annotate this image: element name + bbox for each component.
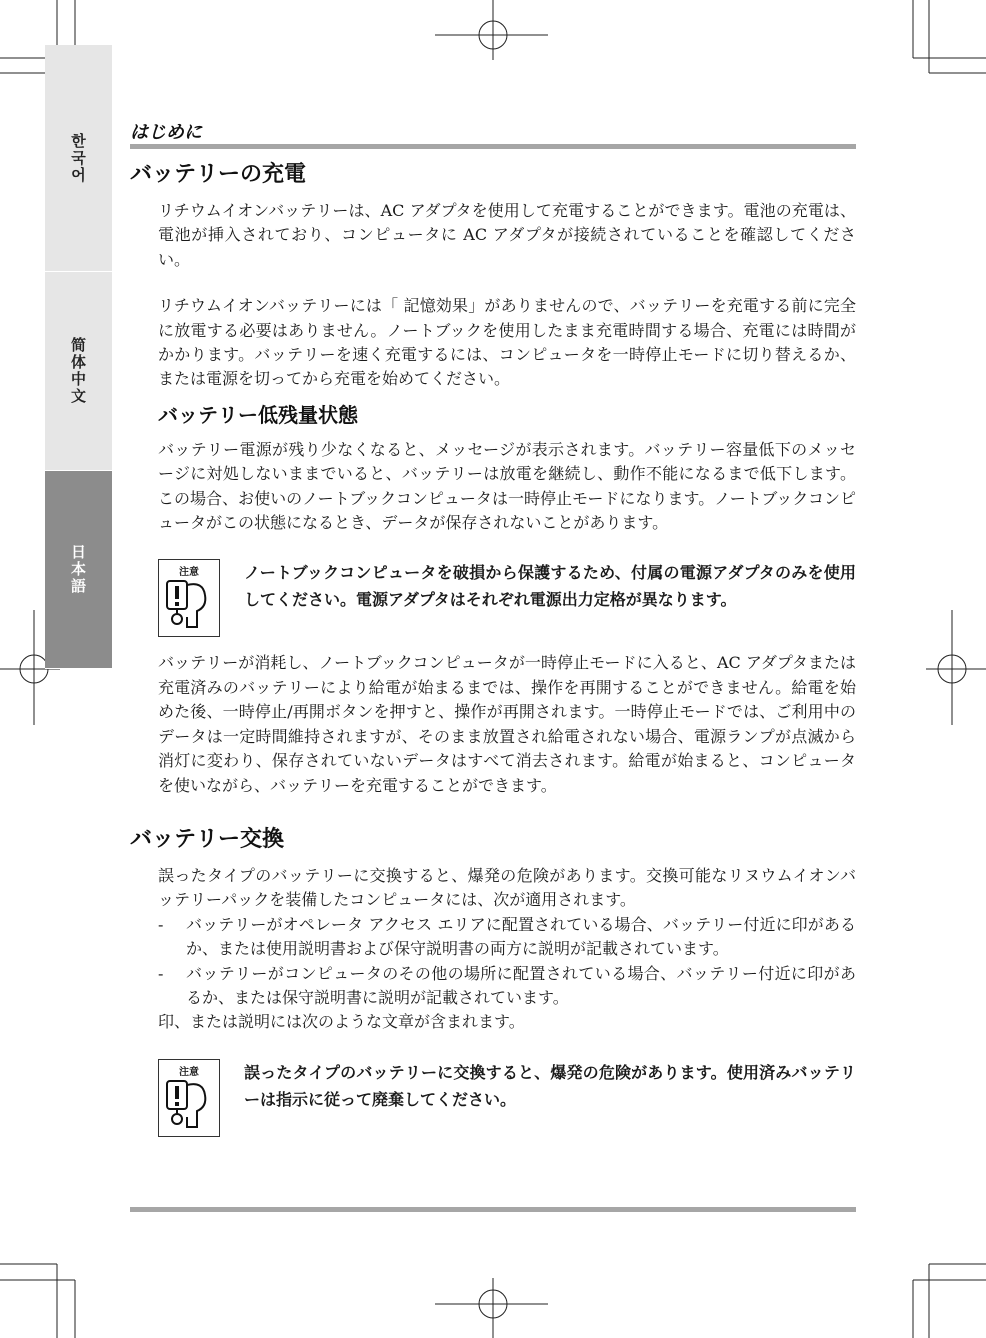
tab-simplified-chinese-label: 简体中文	[69, 337, 87, 405]
bullet-text: バッテリーがコンピュータのその他の場所に配置されている場合、バッテリー付近に印があるか、または保守説明書に説明が記載されています。	[186, 963, 856, 1007]
bullet-marker: -	[158, 914, 164, 934]
low-battery-paragraph-1: バッテリー電源が残り少なくなると、メッセージが表示されます。バッテリー容量低下のメッセージに対処しないままでいると、バッテリーは放電を継続し、動作不能になるまで低下します。この場合、お使いのノートブックコンピュータは一時停止モードになります。ノートブックコンピュータがこの状態になるとき、データが保存されないことがあります。	[158, 439, 856, 533]
tab-korean[interactable]	[45, 45, 112, 272]
caution-text-battery: 誤ったタイプのバッテリーに交換すると、爆発の危険があります。使用済みバッテリーは指示に従って廃棄してください。	[244, 1062, 856, 1109]
bullet-marker: -	[158, 963, 164, 983]
low-battery-paragraph-2: バッテリーが消耗し、ノートブックコンピュータが一時停止モードに入ると、AC アダプタまたは充電済みのバッテリーにより給電が始まるまでは、操作を再開することができません。給電を始めた後、一時停止/再開ボタンを押すと、操作が再開されます。一時停止モードでは、ご利用中のデータは一定時間維持されますが、そのまま放置され給電されない場合、電源ランプが点滅から消灯に変わり、保存されていないデータはすべて消去されます。給電が始まると、コンピュータを使いながら、バッテリーを充電することができます。	[158, 653, 856, 795]
footer-rule	[130, 1207, 856, 1212]
section-title-replace: バッテリー交換	[130, 826, 285, 852]
list-item	[158, 913, 856, 962]
caution-icon	[158, 1059, 220, 1137]
caution-text-adapter: ノートブックコンピュータを破損から保護するため、付属の電源アダプタのみを使用してください。電源アダプタはそれぞれ電源出力定格が異なります。	[244, 563, 856, 610]
replace-paragraph-2: 印、または説明には次のような文章が含まれます。	[158, 1012, 525, 1032]
page-content	[130, 157, 856, 1137]
exclamation-hand-icon	[163, 1077, 215, 1133]
running-head: はじめに	[130, 122, 202, 143]
caution-icon	[158, 559, 220, 637]
exclamation-hand-icon	[163, 577, 215, 633]
tab-japanese-label: 日本語	[69, 544, 87, 595]
replace-bullet-list	[158, 913, 856, 1011]
charge-paragraph-2: リチウムイオンバッテリーには「 記憶効果」がありませんので、バッテリーを充電する前に完全に放電する必要はありません。ノートブックを使用したまま充電時間する場合、充電には時間がかかります。バッテリーを速く充電するには、コンピュータを一時停止モードに切り替えるか、または電源を切ってから充電を始めてください。	[158, 296, 856, 389]
section-title-low-battery: バッテリー低残量状態	[158, 402, 358, 427]
bullet-text: バッテリーがオペレータ アクセス エリアに配置されている場合、バッテリー付近に印があるか、または使用説明書および保守説明書の両方に説明が記載されています。	[186, 914, 856, 959]
tab-japanese[interactable]	[45, 471, 112, 669]
replace-paragraph-1: 誤ったタイプのバッテリーに交換すると、爆発の危険があります。交換可能なリヌウムイオンバッテリーパックを装備したコンピュータには、次が適用されます。	[158, 865, 856, 910]
tab-korean-label: 한국어	[69, 132, 87, 184]
tab-simplified-chinese[interactable]	[45, 272, 112, 471]
caution-box-adapter	[158, 559, 856, 637]
caution-label: 注意	[179, 567, 199, 579]
caution-box-battery	[158, 1059, 856, 1137]
header-rule	[130, 144, 856, 149]
charge-paragraph-1: リチウムイオンバッテリーは、AC アダプタを使用して充電することができます。電池の充電は、電池が挿入されており、コンピュータに AC アダプタが接続されていることを確認してください。	[158, 201, 856, 269]
list-item	[158, 962, 856, 1011]
language-tabs	[45, 45, 112, 668]
caution-label: 注意	[179, 1066, 199, 1078]
section-title-charge: バッテリーの充電	[130, 162, 307, 187]
